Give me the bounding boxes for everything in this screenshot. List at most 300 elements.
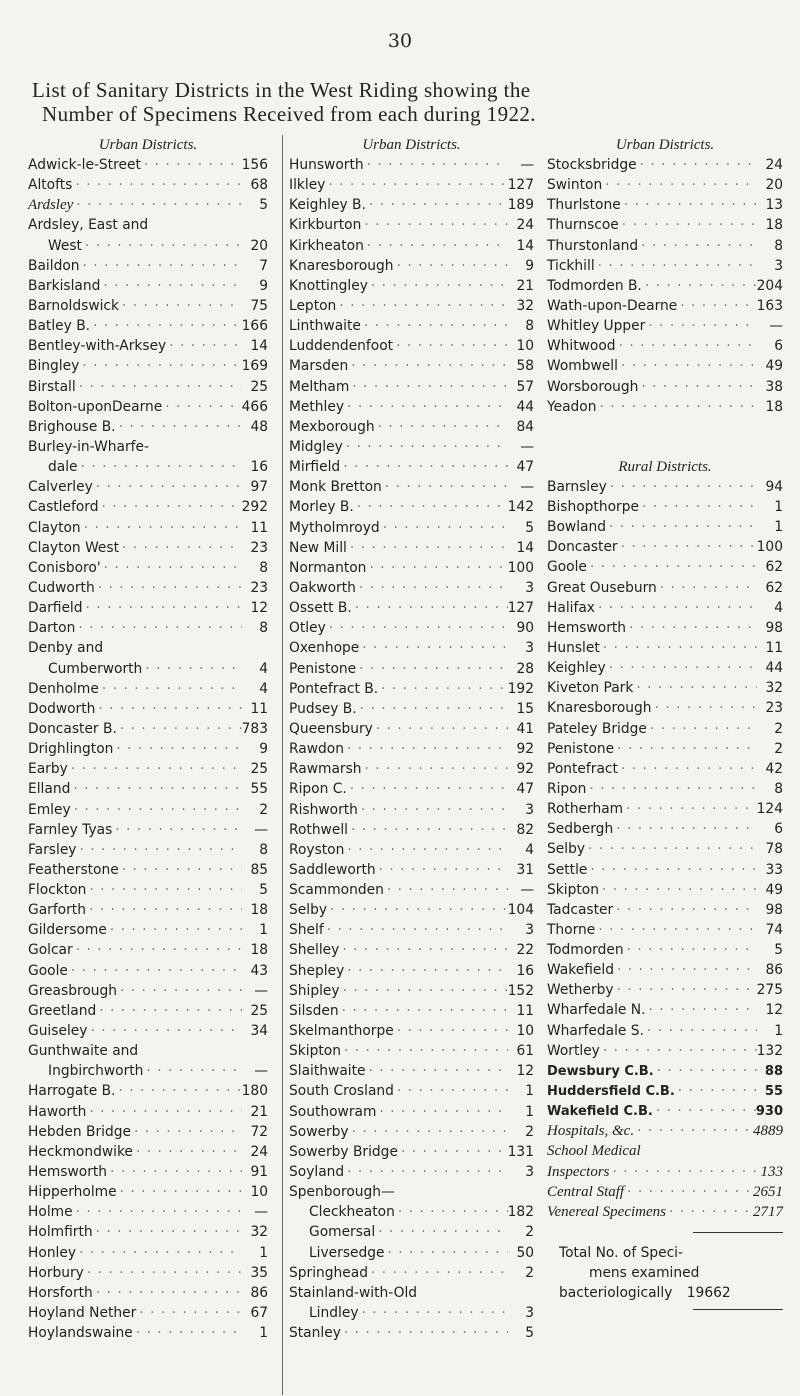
specimen-count: 180 xyxy=(241,1083,268,1100)
leader-dots xyxy=(348,356,508,376)
leader-dots xyxy=(136,1303,242,1323)
leader-dots xyxy=(380,518,508,538)
specimen-count: 42 xyxy=(765,760,783,777)
district-name: Wath-upon-Dearne xyxy=(547,297,678,314)
specimen-count: 32 xyxy=(250,1224,268,1241)
table-row xyxy=(289,1222,534,1242)
specimen-count: 142 xyxy=(507,499,534,516)
specimen-count: 23 xyxy=(250,539,268,556)
total-label-row xyxy=(559,1283,783,1303)
leader-dots xyxy=(361,215,508,235)
specimen-count: 55 xyxy=(764,1084,783,1100)
leader-dots xyxy=(614,960,757,980)
district-name: Bishopthorpe xyxy=(547,498,639,515)
specimen-count: 18 xyxy=(250,902,268,919)
table-row xyxy=(28,236,268,256)
district-name: Wharfedale N. xyxy=(547,1002,646,1019)
specimen-count: 127 xyxy=(507,600,534,617)
table-row xyxy=(547,537,783,557)
leader-dots xyxy=(384,880,508,900)
leader-dots xyxy=(376,1102,508,1122)
specimen-count: 12 xyxy=(516,1063,534,1080)
table-row xyxy=(547,839,783,859)
district-list xyxy=(289,155,534,1343)
leader-dots xyxy=(119,296,242,316)
table-row xyxy=(547,397,783,417)
leader-dots xyxy=(378,679,508,699)
specimen-count: — xyxy=(254,1204,268,1221)
table-row xyxy=(289,779,534,799)
district-name: Otley xyxy=(289,620,326,637)
specimen-count: 86 xyxy=(250,1284,268,1301)
specimen-count: 166 xyxy=(241,318,268,335)
leader-dots xyxy=(116,417,242,437)
district-name: Knaresborough xyxy=(547,700,652,717)
district-name: Shelf xyxy=(289,922,324,939)
table-row xyxy=(28,1162,268,1182)
specimen-count: 127 xyxy=(507,177,534,194)
district-name: Horbury xyxy=(28,1264,84,1281)
table-row xyxy=(289,316,534,336)
specimen-count: 1 xyxy=(774,498,783,515)
table-row xyxy=(289,1001,534,1021)
table-row xyxy=(28,880,268,900)
leader-dots xyxy=(587,860,757,880)
table-row xyxy=(28,1202,268,1222)
leader-dots xyxy=(618,759,757,779)
divider xyxy=(693,1309,783,1310)
district-name: Keighley B. xyxy=(289,197,366,214)
rural-heading: Rural Districts. xyxy=(618,458,712,475)
district-name: Hoyland Nether xyxy=(28,1305,137,1322)
specimen-count: 156 xyxy=(241,157,268,173)
table-row xyxy=(289,1021,534,1041)
district-name: Oxenhope xyxy=(289,640,360,657)
district-name: Cumberworth xyxy=(48,660,143,677)
table-row xyxy=(28,1303,268,1323)
leader-dots xyxy=(637,155,757,175)
leader-dots xyxy=(359,638,508,658)
specimen-count: 32 xyxy=(516,297,534,314)
table-row xyxy=(547,336,783,356)
table-row xyxy=(547,638,783,658)
leader-dots xyxy=(348,820,508,840)
specimen-count: 22 xyxy=(516,942,534,959)
specimen-count: 23 xyxy=(765,700,783,717)
table-row xyxy=(289,256,534,276)
leader-dots xyxy=(623,799,757,819)
district-name: Great Ouseburn xyxy=(547,579,657,596)
table-row xyxy=(28,1061,268,1081)
leader-dots xyxy=(73,1202,242,1222)
leader-dots xyxy=(113,739,242,759)
leader-dots xyxy=(325,175,507,195)
table-row xyxy=(547,1061,783,1081)
leader-dots xyxy=(76,377,242,397)
specimen-count: 35 xyxy=(250,1264,268,1281)
leader-dots xyxy=(595,598,757,618)
specimen-count: 2 xyxy=(259,801,268,818)
table-row xyxy=(289,719,534,739)
table-row xyxy=(28,759,268,779)
district-name: Knottingley xyxy=(289,277,368,294)
total-label: mens examined xyxy=(589,1265,700,1282)
specimen-count: 94 xyxy=(765,478,783,495)
district-name: Worsborough xyxy=(547,378,639,395)
specimen-count: 5 xyxy=(259,197,268,214)
leader-dots xyxy=(93,477,242,497)
leader-dots xyxy=(133,1142,242,1162)
table-row xyxy=(547,678,783,698)
district-name: Cleckheaton xyxy=(309,1204,395,1221)
specimen-count: 21 xyxy=(516,277,534,294)
specimen-count: — xyxy=(520,157,534,173)
specimen-count: 8 xyxy=(259,841,268,858)
title-line-2: Number of Specimens Received from each during 1922. xyxy=(42,102,536,126)
table-row xyxy=(289,638,534,658)
table-row xyxy=(289,1081,534,1101)
table-row xyxy=(547,900,783,920)
leader-dots xyxy=(395,1202,508,1222)
table-row xyxy=(289,1122,534,1142)
leader-dots xyxy=(344,739,508,759)
district-name: Whitwood xyxy=(547,338,616,355)
leader-dots xyxy=(394,1081,508,1101)
leader-dots xyxy=(366,1061,508,1081)
district-name: Pontefract B. xyxy=(289,680,379,697)
district-name: Stocksbridge xyxy=(547,157,637,173)
table-row xyxy=(547,155,783,175)
table-row xyxy=(547,960,783,980)
specimen-count: 82 xyxy=(516,821,534,838)
leader-dots xyxy=(76,1243,242,1263)
district-name: Gildersome xyxy=(28,922,107,939)
table-row xyxy=(28,981,268,1001)
table-row xyxy=(547,1021,783,1041)
leader-dots xyxy=(600,1041,757,1061)
specimen-count: — xyxy=(520,479,534,496)
district-name: Featherstone xyxy=(28,861,119,878)
district-name: Burley-in-Wharfe- xyxy=(28,438,149,455)
specimen-count: — xyxy=(254,1063,268,1080)
specimen-count: 131 xyxy=(507,1143,534,1160)
specimen-count: 10 xyxy=(250,1184,268,1201)
leader-dots xyxy=(645,316,757,336)
specimen-count: 8 xyxy=(259,559,268,576)
district-name: Mexborough xyxy=(289,418,375,435)
leader-dots xyxy=(638,377,757,397)
district-name: Ossett B. xyxy=(289,600,352,617)
leader-dots xyxy=(166,336,242,356)
table-row xyxy=(547,557,783,577)
leader-dots xyxy=(341,1323,508,1343)
specimen-count: 75 xyxy=(250,297,268,314)
specimen-count: 3 xyxy=(525,1305,534,1322)
specimen-count: 47 xyxy=(516,781,534,798)
table-row xyxy=(28,356,268,376)
district-name: Monk Bretton xyxy=(289,479,382,496)
district-name: Bolton-uponDearne xyxy=(28,398,163,415)
leader-dots xyxy=(100,276,242,296)
leader-dots xyxy=(93,1222,242,1242)
specimen-count: 124 xyxy=(756,801,783,818)
leader-dots xyxy=(119,860,242,880)
table-row xyxy=(289,497,534,517)
table-row xyxy=(547,356,783,376)
table-row xyxy=(547,276,783,296)
table-row xyxy=(547,860,783,880)
district-name: Kiveton Park xyxy=(547,680,634,697)
district-name: Southowram xyxy=(289,1103,377,1120)
table-row xyxy=(28,699,268,719)
divider xyxy=(693,1232,783,1233)
table-row xyxy=(28,377,268,397)
district-name: Greetland xyxy=(28,1002,97,1019)
specimen-count: 18 xyxy=(250,942,268,959)
table-row xyxy=(289,1323,534,1343)
specimen-count: 78 xyxy=(765,841,783,858)
district-name: Doncaster B. xyxy=(28,720,117,737)
table-row xyxy=(289,679,534,699)
specimen-count: 55 xyxy=(250,781,268,798)
table-row xyxy=(547,195,783,215)
leader-dots xyxy=(586,779,757,799)
leader-dots xyxy=(356,659,508,679)
specimen-count: 24 xyxy=(250,1143,268,1160)
table-row xyxy=(547,1162,783,1182)
table-row xyxy=(289,900,534,920)
table-row xyxy=(289,215,534,235)
district-name: Batley B. xyxy=(28,318,91,335)
leader-dots xyxy=(112,820,242,840)
specimen-count: 11 xyxy=(765,639,783,656)
specimen-count: — xyxy=(254,982,268,999)
leader-dots xyxy=(90,316,242,336)
total-label: bacteriologically xyxy=(559,1285,673,1302)
district-name: Barnsley xyxy=(547,478,607,495)
specimen-count: 14 xyxy=(516,539,534,556)
district-name: Ripon xyxy=(547,780,587,797)
leader-dots xyxy=(385,1243,508,1263)
leader-dots xyxy=(73,940,242,960)
district-name: Castleford xyxy=(28,499,99,516)
leader-dots xyxy=(595,256,757,276)
district-name: Silsden xyxy=(289,1002,339,1019)
specimen-count: 44 xyxy=(765,660,783,677)
table-row xyxy=(289,296,534,316)
table-row xyxy=(289,1283,534,1303)
table-row xyxy=(28,477,268,497)
table-row xyxy=(289,800,534,820)
district-name: Lindley xyxy=(309,1305,359,1322)
district-name: Oakworth xyxy=(289,579,356,596)
leader-dots xyxy=(99,679,242,699)
leader-dots xyxy=(652,698,757,718)
district-name: Normanton xyxy=(289,559,367,576)
table-row xyxy=(547,316,783,336)
specimen-count: 11 xyxy=(516,1002,534,1019)
district-name: Rishworth xyxy=(289,801,358,818)
table-row xyxy=(289,558,534,578)
leader-dots xyxy=(107,920,242,940)
leader-dots xyxy=(354,497,508,517)
specimen-count: 2 xyxy=(525,1224,534,1241)
leader-dots xyxy=(143,1061,242,1081)
district-name: Sowerby xyxy=(289,1123,349,1140)
leader-dots xyxy=(327,900,508,920)
leader-dots xyxy=(644,1021,757,1041)
leader-dots xyxy=(657,578,757,598)
leader-dots xyxy=(73,195,242,215)
specimen-count: 275 xyxy=(756,982,783,999)
district-name: South Crosland xyxy=(289,1083,394,1100)
district-name: Stainland-with-Old xyxy=(289,1284,418,1301)
leader-dots xyxy=(344,1162,508,1182)
district-name: Mytholmroyd xyxy=(289,519,380,536)
leader-dots xyxy=(364,155,508,175)
district-name: Denby and xyxy=(28,640,104,657)
table-row xyxy=(547,658,783,678)
specimen-count: 132 xyxy=(756,1042,783,1059)
specimen-count: 3 xyxy=(525,1164,534,1181)
specimen-count: 61 xyxy=(516,1043,534,1060)
table-row xyxy=(547,1081,783,1101)
district-name: Kirkburton xyxy=(289,217,362,234)
table-row xyxy=(547,920,783,940)
specimen-count: 2651 xyxy=(753,1183,783,1200)
specimen-count: 84 xyxy=(516,418,534,435)
specimen-count: 10 xyxy=(516,1023,534,1040)
specimen-count: 133 xyxy=(760,1163,783,1180)
district-name: Todmorden xyxy=(547,942,624,959)
leader-dots xyxy=(364,236,508,256)
leader-dots xyxy=(639,497,757,517)
leader-dots xyxy=(344,961,508,981)
district-name: Horsforth xyxy=(28,1284,93,1301)
leader-dots xyxy=(677,296,756,316)
leader-dots xyxy=(133,1323,242,1343)
leader-dots xyxy=(352,598,508,618)
district-name: Darfield xyxy=(28,600,83,617)
leader-dots xyxy=(79,356,241,376)
leader-dots xyxy=(115,1081,241,1101)
table-row xyxy=(28,1222,268,1242)
table-row xyxy=(28,1122,268,1142)
table-row xyxy=(289,1061,534,1081)
district-name: Mirfield xyxy=(289,459,341,476)
district-name: Central Staff xyxy=(547,1183,625,1200)
district-name: Methley xyxy=(289,398,345,415)
specimen-count: 4 xyxy=(259,680,268,697)
leader-dots xyxy=(596,397,757,417)
district-name: Golcar xyxy=(28,942,73,959)
table-row xyxy=(28,638,268,658)
district-name: Inspectors xyxy=(547,1163,610,1180)
district-name: Guiseley xyxy=(28,1023,88,1040)
leader-dots xyxy=(616,336,757,356)
table-row xyxy=(28,739,268,759)
district-name: Greasbrough xyxy=(28,982,118,999)
specimen-count: 100 xyxy=(507,559,534,576)
leader-dots xyxy=(344,840,508,860)
district-name: Yeadon xyxy=(547,398,597,415)
column-heading: Urban Districts. xyxy=(98,137,198,153)
specimen-count: 47 xyxy=(516,459,534,476)
leader-dots xyxy=(613,819,757,839)
table-row xyxy=(289,940,534,960)
district-name: Wakefield C.B. xyxy=(547,1104,653,1120)
table-row xyxy=(289,961,534,981)
specimen-count: 152 xyxy=(507,982,534,999)
specimen-count: 41 xyxy=(516,720,534,737)
leader-dots xyxy=(117,981,242,1001)
district-name: Hoylandswaine xyxy=(28,1325,133,1342)
leader-dots xyxy=(86,1102,242,1122)
table-row xyxy=(289,477,534,497)
table-row xyxy=(28,1182,268,1202)
specimen-count: 3 xyxy=(525,579,534,596)
table-row xyxy=(547,1182,783,1202)
specimen-count: 20 xyxy=(250,237,268,254)
rural-district-list xyxy=(547,477,783,1061)
district-name: Penistone xyxy=(289,660,357,677)
leader-dots xyxy=(141,155,242,175)
leader-dots xyxy=(624,1182,753,1202)
table-row xyxy=(547,779,783,799)
table-row xyxy=(289,659,534,679)
table-row xyxy=(28,1102,268,1122)
specimen-count: — xyxy=(769,318,783,335)
district-name: Marsden xyxy=(289,358,349,375)
specimen-count: 25 xyxy=(250,761,268,778)
leader-dots xyxy=(80,256,242,276)
total-value: 19662 xyxy=(686,1285,731,1302)
district-name: Brighouse B. xyxy=(28,418,116,435)
district-name: Shepley xyxy=(289,962,345,979)
district-name: Bowland xyxy=(547,519,606,536)
district-name: Clayton xyxy=(28,519,81,536)
district-list xyxy=(547,155,783,417)
district-name: Bingley xyxy=(28,358,80,375)
specimen-count: 92 xyxy=(516,761,534,778)
specimen-count: 9 xyxy=(259,277,268,294)
table-row xyxy=(289,1263,534,1283)
specimen-count: 8 xyxy=(259,620,268,637)
leader-dots xyxy=(619,215,757,235)
table-row xyxy=(28,1243,268,1263)
specimen-count: 11 xyxy=(250,700,268,717)
district-name: Luddendenfoot xyxy=(289,338,394,355)
column-3 xyxy=(547,135,783,1320)
table-row xyxy=(28,457,268,477)
district-name: Slaithwaite xyxy=(289,1063,366,1080)
specimen-count: 4889 xyxy=(753,1123,783,1140)
specimen-count: 98 xyxy=(765,901,783,918)
table-row xyxy=(28,860,268,880)
district-name: Lepton xyxy=(289,297,337,314)
district-name: Springhead xyxy=(289,1264,368,1281)
district-name: Skipton xyxy=(547,881,599,898)
table-row xyxy=(289,840,534,860)
table-row xyxy=(289,538,534,558)
district-name: Hunsworth xyxy=(289,157,364,173)
specimen-count: 3 xyxy=(774,257,783,274)
specimen-count: 25 xyxy=(250,378,268,395)
table-row xyxy=(28,195,268,215)
district-name: Tadcaster xyxy=(547,901,614,918)
table-row xyxy=(547,1121,783,1141)
leader-dots xyxy=(394,256,508,276)
